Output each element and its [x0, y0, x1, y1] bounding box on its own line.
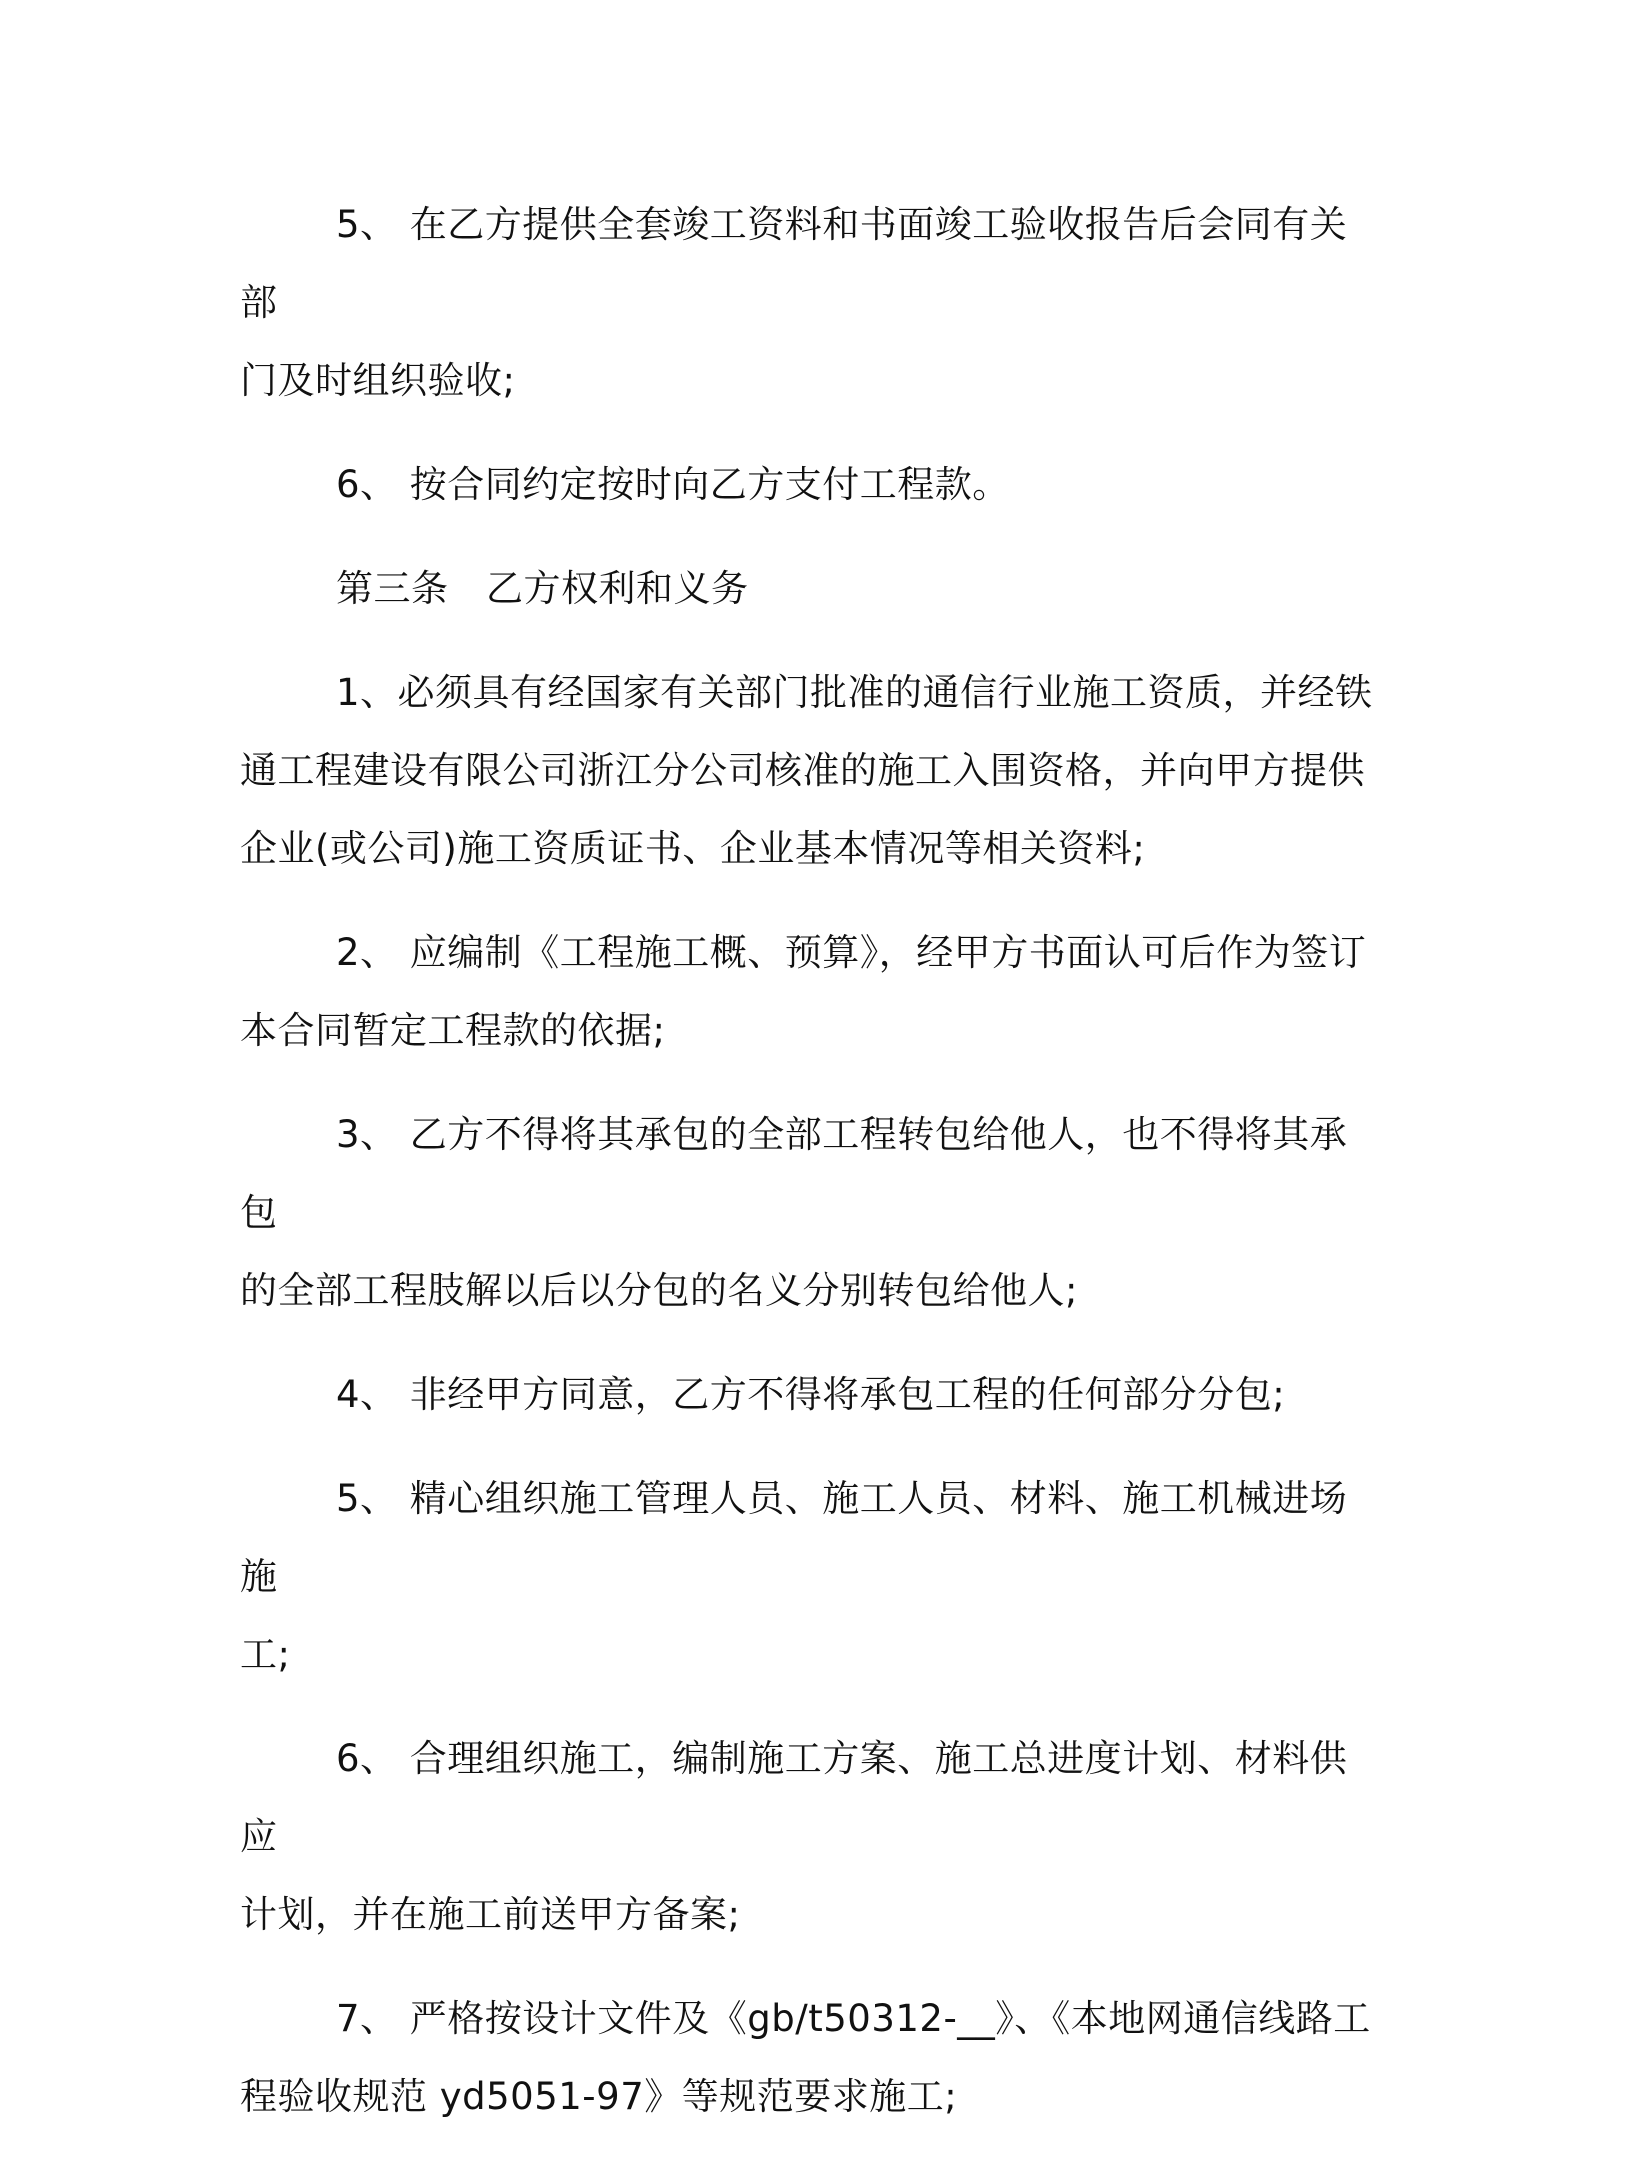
paragraph-clause-3-item-1: [240, 654, 1380, 888]
paragraph-line: 5、 在乙方提供全套竣工资料和书面竣工验收报告后会同有关部: [240, 203, 1348, 324]
paragraph-line: 3、 乙方不得将其承包的全部工程转包给他人，也不得将其承包: [240, 1113, 1348, 1234]
paragraph-line: 工;: [240, 1633, 291, 1676]
paragraph-line: 7、 严格按设计文件及《gb/t50312-__》、《本地网通信线路工: [336, 1997, 1371, 2040]
paragraph-clause-2-item-5: [240, 186, 1380, 420]
paragraph-line: 4、 非经甲方同意，乙方不得将承包工程的任何部分分包;: [336, 1373, 1286, 1416]
paragraph-clause-3-item-3: [240, 1096, 1380, 1330]
paragraph-clause-3-item-5: [240, 1460, 1380, 1694]
paragraph-line: 企业(或公司)施工资质证书、企业基本情况等相关资料;: [240, 827, 1146, 870]
paragraph-line: 的全部工程肢解以后以分包的名义分别转包给他人;: [240, 1269, 1078, 1312]
paragraph-line: 6、 合理组织施工，编制施工方案、施工总进度计划、材料供应: [240, 1737, 1348, 1858]
paragraph-line: 计划，并在施工前送甲方备案;: [240, 1893, 741, 1936]
paragraph-clause-3-item-6: [240, 1720, 1380, 1954]
paragraph-clause-3-item-4: [240, 1356, 1380, 1434]
paragraph-line: 6、 按合同约定按时向乙方支付工程款。: [336, 463, 1010, 506]
paragraph-line: 5、 精心组织施工管理人员、施工人员、材料、施工机械进场施: [240, 1477, 1348, 1598]
paragraph-clause-2-item-6: [240, 446, 1380, 524]
paragraph-line: 1、必须具有经国家有关部门批准的通信行业施工资质，并经铁: [336, 671, 1373, 714]
paragraph-line: 门及时组织验收;: [240, 359, 516, 402]
paragraph-clause-3-item-7: [240, 1980, 1380, 2136]
paragraph-line: 通工程建设有限公司浙江分公司核准的施工入围资格，并向甲方提供: [240, 749, 1365, 792]
document-body: [240, 186, 1380, 2162]
paragraph-line: 本合同暂定工程款的依据;: [240, 1009, 666, 1052]
paragraph-line: 2、 应编制《工程施工概、预算》，经甲方书面认可后作为签订: [336, 931, 1367, 974]
heading-line: 第三条 乙方权利和义务: [336, 567, 749, 610]
paragraph-clause-3-item-2: [240, 914, 1380, 1070]
section-heading-clause-3: [240, 550, 1380, 628]
paragraph-line: 程验收规范 yd5051-97》等规范要求施工;: [240, 2075, 958, 2118]
